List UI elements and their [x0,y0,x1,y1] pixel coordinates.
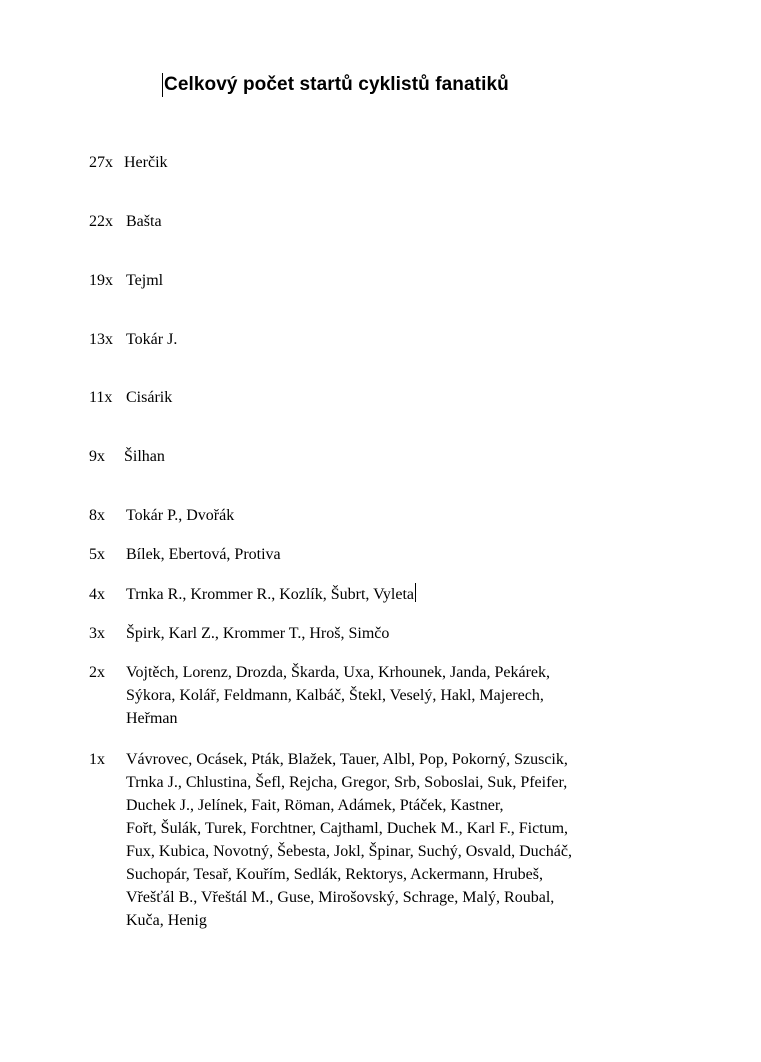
entry-names[interactable]: Šilhan [124,448,165,465]
entry-names[interactable]: Bílek, Ebertová, Protiva [126,546,281,563]
names-line: Duchek J., Jelínek, Fait, Röman, Adámek, Ptáček, Kastner, [126,797,504,814]
entry-count[interactable]: 27x [89,154,113,171]
names-line: Heřman [126,710,178,727]
names-line: Vávrovec, Ocásek, Pták, Blažek, Tauer, Albl, Pop, Pokorný, Szuscik, [126,751,568,768]
names-line: Fořt, Šulák, Turek, Forchtner, Cajthaml, Duchek M., Karl F., Fictum, [126,820,569,837]
entry-count[interactable]: 13x [89,331,113,348]
entry-count[interactable]: 5x [89,546,105,563]
entry-count[interactable]: 3x [89,625,105,642]
entry-count[interactable]: 9x [89,448,105,465]
entry-count[interactable]: 11x [89,389,113,406]
text-cursor [415,583,416,602]
entry-names[interactable]: Herčik [124,154,168,171]
entry-count[interactable]: 22x [89,213,113,230]
entry-names[interactable]: Tejml [126,272,164,289]
names-line: Vřešťál B., Vřeštál M., Guse, Mirošovský, Schrage, Malý, Roubal, [126,889,555,906]
page-title[interactable]: Celkový počet startů cyklistů fanatiků [164,74,509,95]
names-line: Fux, Kubica, Novotný, Šebesta, Jokl, Špinar, Suchý, Osvald, Ducháč, [126,843,572,860]
entry-count[interactable]: 1x [89,751,105,768]
entry-count[interactable]: 19x [89,272,113,289]
entry-names[interactable] [126,748,666,932]
entry-count[interactable]: 8x [89,507,105,524]
names-line: Trnka J., Chlustina, Šefl, Rejcha, Gregor, Srb, Soboslai, Suk, Pfeifer, [126,774,568,791]
names-line: Vojtěch, Lorenz, Drozda, Škarda, Uxa, Krhounek, Janda, Pekárek, [126,664,551,681]
entry-names[interactable]: Cisárik [126,389,173,406]
entry-names[interactable]: Bašta [126,213,162,230]
entry-names[interactable] [126,661,666,730]
entry-names[interactable] [126,583,416,606]
names-line: Kuča, Henig [126,912,207,929]
entry-names-text: Trnka R., Krommer R., Kozlík, Šubrt, Vyleta [126,586,414,603]
entry-count[interactable]: 4x [89,586,105,603]
entry-names[interactable]: Tokár P., Dvořák [126,507,235,524]
text-cursor [162,73,163,97]
entry-count[interactable]: 2x [89,664,105,681]
entry-names[interactable]: Špirk, Karl Z., Krommer T., Hroš, Simčo [126,625,390,642]
names-line: Suchopár, Tesař, Kouřím, Sedlák, Rektorys, Ackermann, Hrubeš, [126,866,543,883]
title-row [162,72,509,98]
names-line: Sýkora, Kolář, Feldmann, Kalbáč, Štekl, Veselý, Hakl, Majerech, [126,687,544,704]
entry-names[interactable]: Tokár J. [126,331,178,348]
